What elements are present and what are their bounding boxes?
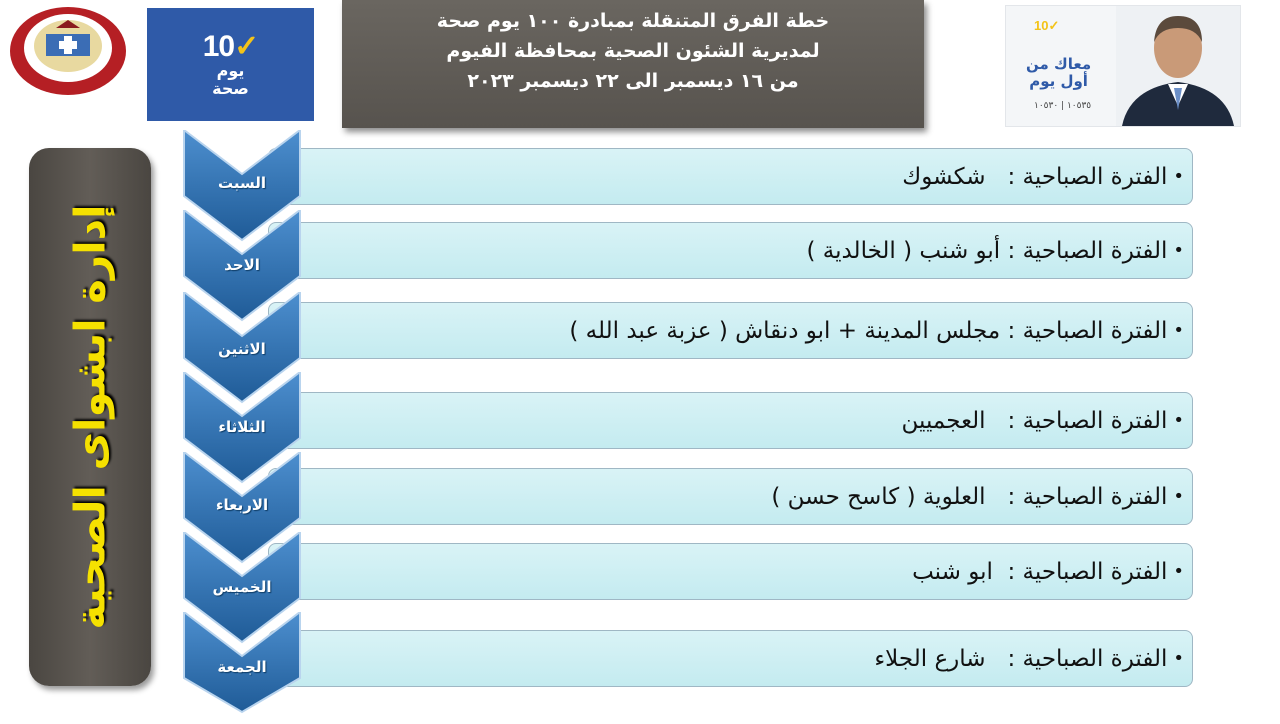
schedule-row-tuesday: • الفترة الصباحية : العجميين — [268, 392, 1193, 449]
title-line-1: خطة الفرق المتنقلة بمبادرة ١٠٠ يوم صحة — [436, 10, 830, 32]
bullet-icon: • — [1173, 166, 1184, 187]
title-line-2: لمديرية الشئون الصحية بمحافظة الفيوم — [446, 40, 820, 62]
campaign-hotline: ١٠٥٣٥ | ١٠٥٣٠ — [1034, 101, 1092, 111]
page-title — [342, 0, 924, 128]
day-chevron-friday: الجمعة — [182, 612, 302, 724]
bullet-icon: • — [1173, 648, 1184, 669]
day-chevron-monday: الاثنين — [182, 292, 302, 404]
bullet-icon: • — [1173, 561, 1184, 582]
hundred-days-health-logo: 10✓ يوم صحة — [147, 8, 314, 121]
checkmark-icon: ✓ — [234, 29, 259, 63]
campaign-banner — [1005, 5, 1241, 127]
bullet-icon: • — [1173, 486, 1184, 507]
bullet-icon: • — [1173, 410, 1184, 431]
schedule-row-saturday: • الفترة الصباحية : شكشوك — [268, 148, 1193, 205]
checkmark-icon: ✓ — [1048, 18, 1060, 33]
day-chevron-thursday: الخميس — [182, 532, 302, 644]
president-photo — [1116, 6, 1240, 126]
day-chevron-sunday: الاحد — [182, 210, 302, 322]
title-line-3: من ١٦ ديسمبر الى ٢٢ ديسمبر ٢٠٢٣ — [467, 70, 799, 92]
day-chevron-saturday: السبت — [182, 130, 302, 242]
schedule-row-thursday: • الفترة الصباحية : ابو شنب — [268, 543, 1193, 600]
schedule-row-friday: • الفترة الصباحية : شارع الجلاء — [268, 630, 1193, 687]
campaign-slogan: معاك من أول يوم — [1026, 55, 1092, 90]
campaign-tag: 10✓ — [1034, 18, 1060, 33]
district-label: إدارة ابشواى الصحية — [65, 204, 115, 630]
day-chevron-tuesday: الثلاثاء — [182, 372, 302, 484]
ministry-of-health-logo — [8, 6, 128, 100]
district-label-panel — [29, 148, 151, 686]
schedule-row-wednesday: • الفترة الصباحية : العلوية ( كاسح حسن ) — [268, 468, 1193, 525]
bullet-icon: • — [1173, 320, 1184, 341]
day-chevron-wednesday: الاربعاء — [182, 452, 302, 564]
schedule-row-monday: • الفترة الصباحية : مجلس المدينة + ابو دنقاش ( عزبة عبد الله ) — [268, 302, 1193, 359]
bullet-icon: • — [1173, 240, 1184, 261]
schedule-row-sunday: • الفترة الصباحية : أبو شنب ( الخالدية ) — [268, 222, 1193, 279]
